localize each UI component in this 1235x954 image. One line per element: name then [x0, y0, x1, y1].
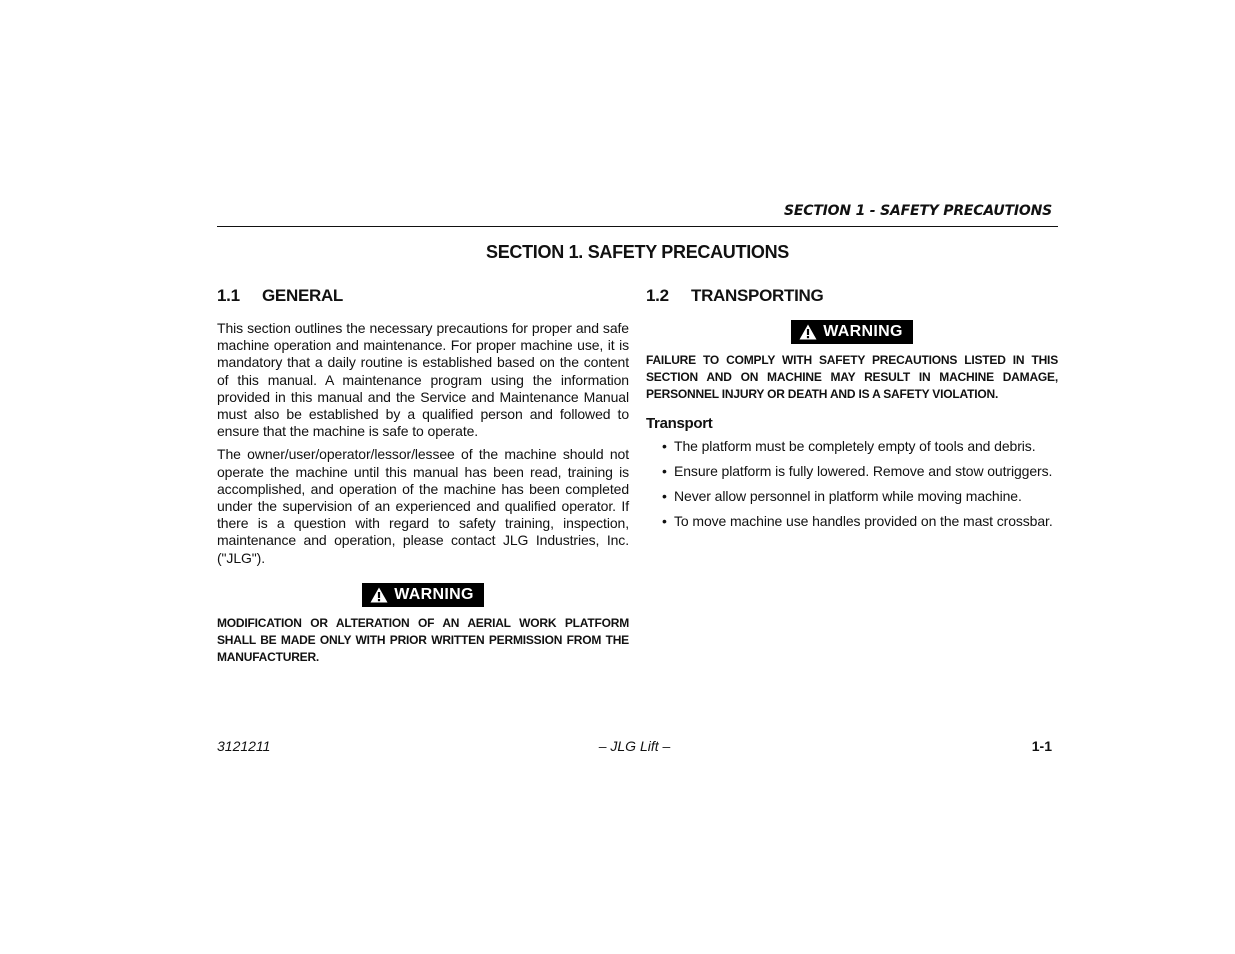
general-warning-banner: [217, 583, 629, 608]
warning-triangle-icon: [370, 587, 388, 603]
list-item-text: Never allow personnel in platform while moving machine.: [674, 488, 1022, 504]
left-column: [217, 286, 629, 666]
footer-center-text: – JLG Lift –: [598, 738, 671, 754]
bullet-icon: •: [662, 488, 667, 504]
list-item: [662, 513, 1058, 530]
general-heading: [217, 286, 629, 306]
list-item: [662, 463, 1058, 480]
transport-bullet-list: [646, 438, 1058, 530]
general-heading-text: GENERAL: [262, 286, 344, 305]
transport-subheading: Transport: [646, 415, 713, 432]
transporting-warning-banner: [646, 320, 1058, 345]
transporting-heading-text: TRANSPORTING: [691, 286, 824, 305]
warning-badge: [362, 583, 483, 607]
list-item-text: To move machine use handles provided on the mast crossbar.: [674, 513, 1053, 529]
general-warning-text: MODIFICATION OR ALTERATION OF AN AERIAL WORK PLATFORM SHALL BE MADE ONLY WITH PRIOR WRITTEN PERMISSION FROM THE MANUFACTURER.: [217, 615, 629, 664]
doc-number: 3121211: [217, 738, 271, 754]
warning-triangle-icon: [799, 324, 817, 340]
bullet-icon: •: [662, 438, 667, 454]
list-item-text: Ensure platform is fully lowered. Remove and stow outriggers.: [674, 463, 1053, 479]
right-column: [646, 286, 1058, 538]
bullet-icon: •: [662, 463, 667, 479]
section-title: SECTION 1. SAFETY PRECAUTIONS: [485, 242, 789, 262]
warning-badge: [791, 320, 912, 344]
page-number: 1-1: [1031, 738, 1052, 754]
list-item: [662, 438, 1058, 455]
general-paragraph-2: The owner/user/operator/lessor/lessee of the machine should not operate the machine until this manual has been read, training is accomplished, and operation of the machine has been completed under the supervision of an experienced and qualified operator. If there is a question with regard to safety training, inspection, maintenance and operation, please contact JLG Industries, Inc. ("JLG").: [217, 446, 629, 566]
warning-label: WARNING: [823, 323, 903, 340]
bullet-icon: •: [662, 513, 667, 529]
list-item-text: The platform must be completely empty of tools and debris.: [674, 438, 1036, 454]
list-item: [662, 488, 1058, 505]
transporting-heading-number: 1.2: [646, 286, 669, 305]
warning-label: WARNING: [394, 585, 474, 603]
transporting-warning-text: FAILURE TO COMPLY WITH SAFETY PRECAUTIONS LISTED IN THIS SECTION AND ON MACHINE MAY RESULT IN MACHINE DAMAGE, PERSONNEL INJURY OR DEATH AND IS A SAFETY VIOLATION.: [646, 353, 1058, 401]
transporting-heading: [646, 286, 1058, 306]
general-paragraph-1: This section outlines the necessary precautions for proper and safe machine operation and maintenance. For proper machine use, it is mandatory that a daily routine is established based on the content of this manual. A maintenance program using the information provided in this manual and the Service and Maintenance Manual must also be established by a qualified person and followed to ensure that the machine is safe to operate.: [217, 320, 629, 440]
header-rule: [217, 226, 1058, 227]
general-heading-number: 1.1: [217, 286, 240, 305]
running-header: SECTION 1 - SAFETY PRECAUTIONS: [784, 203, 1052, 219]
